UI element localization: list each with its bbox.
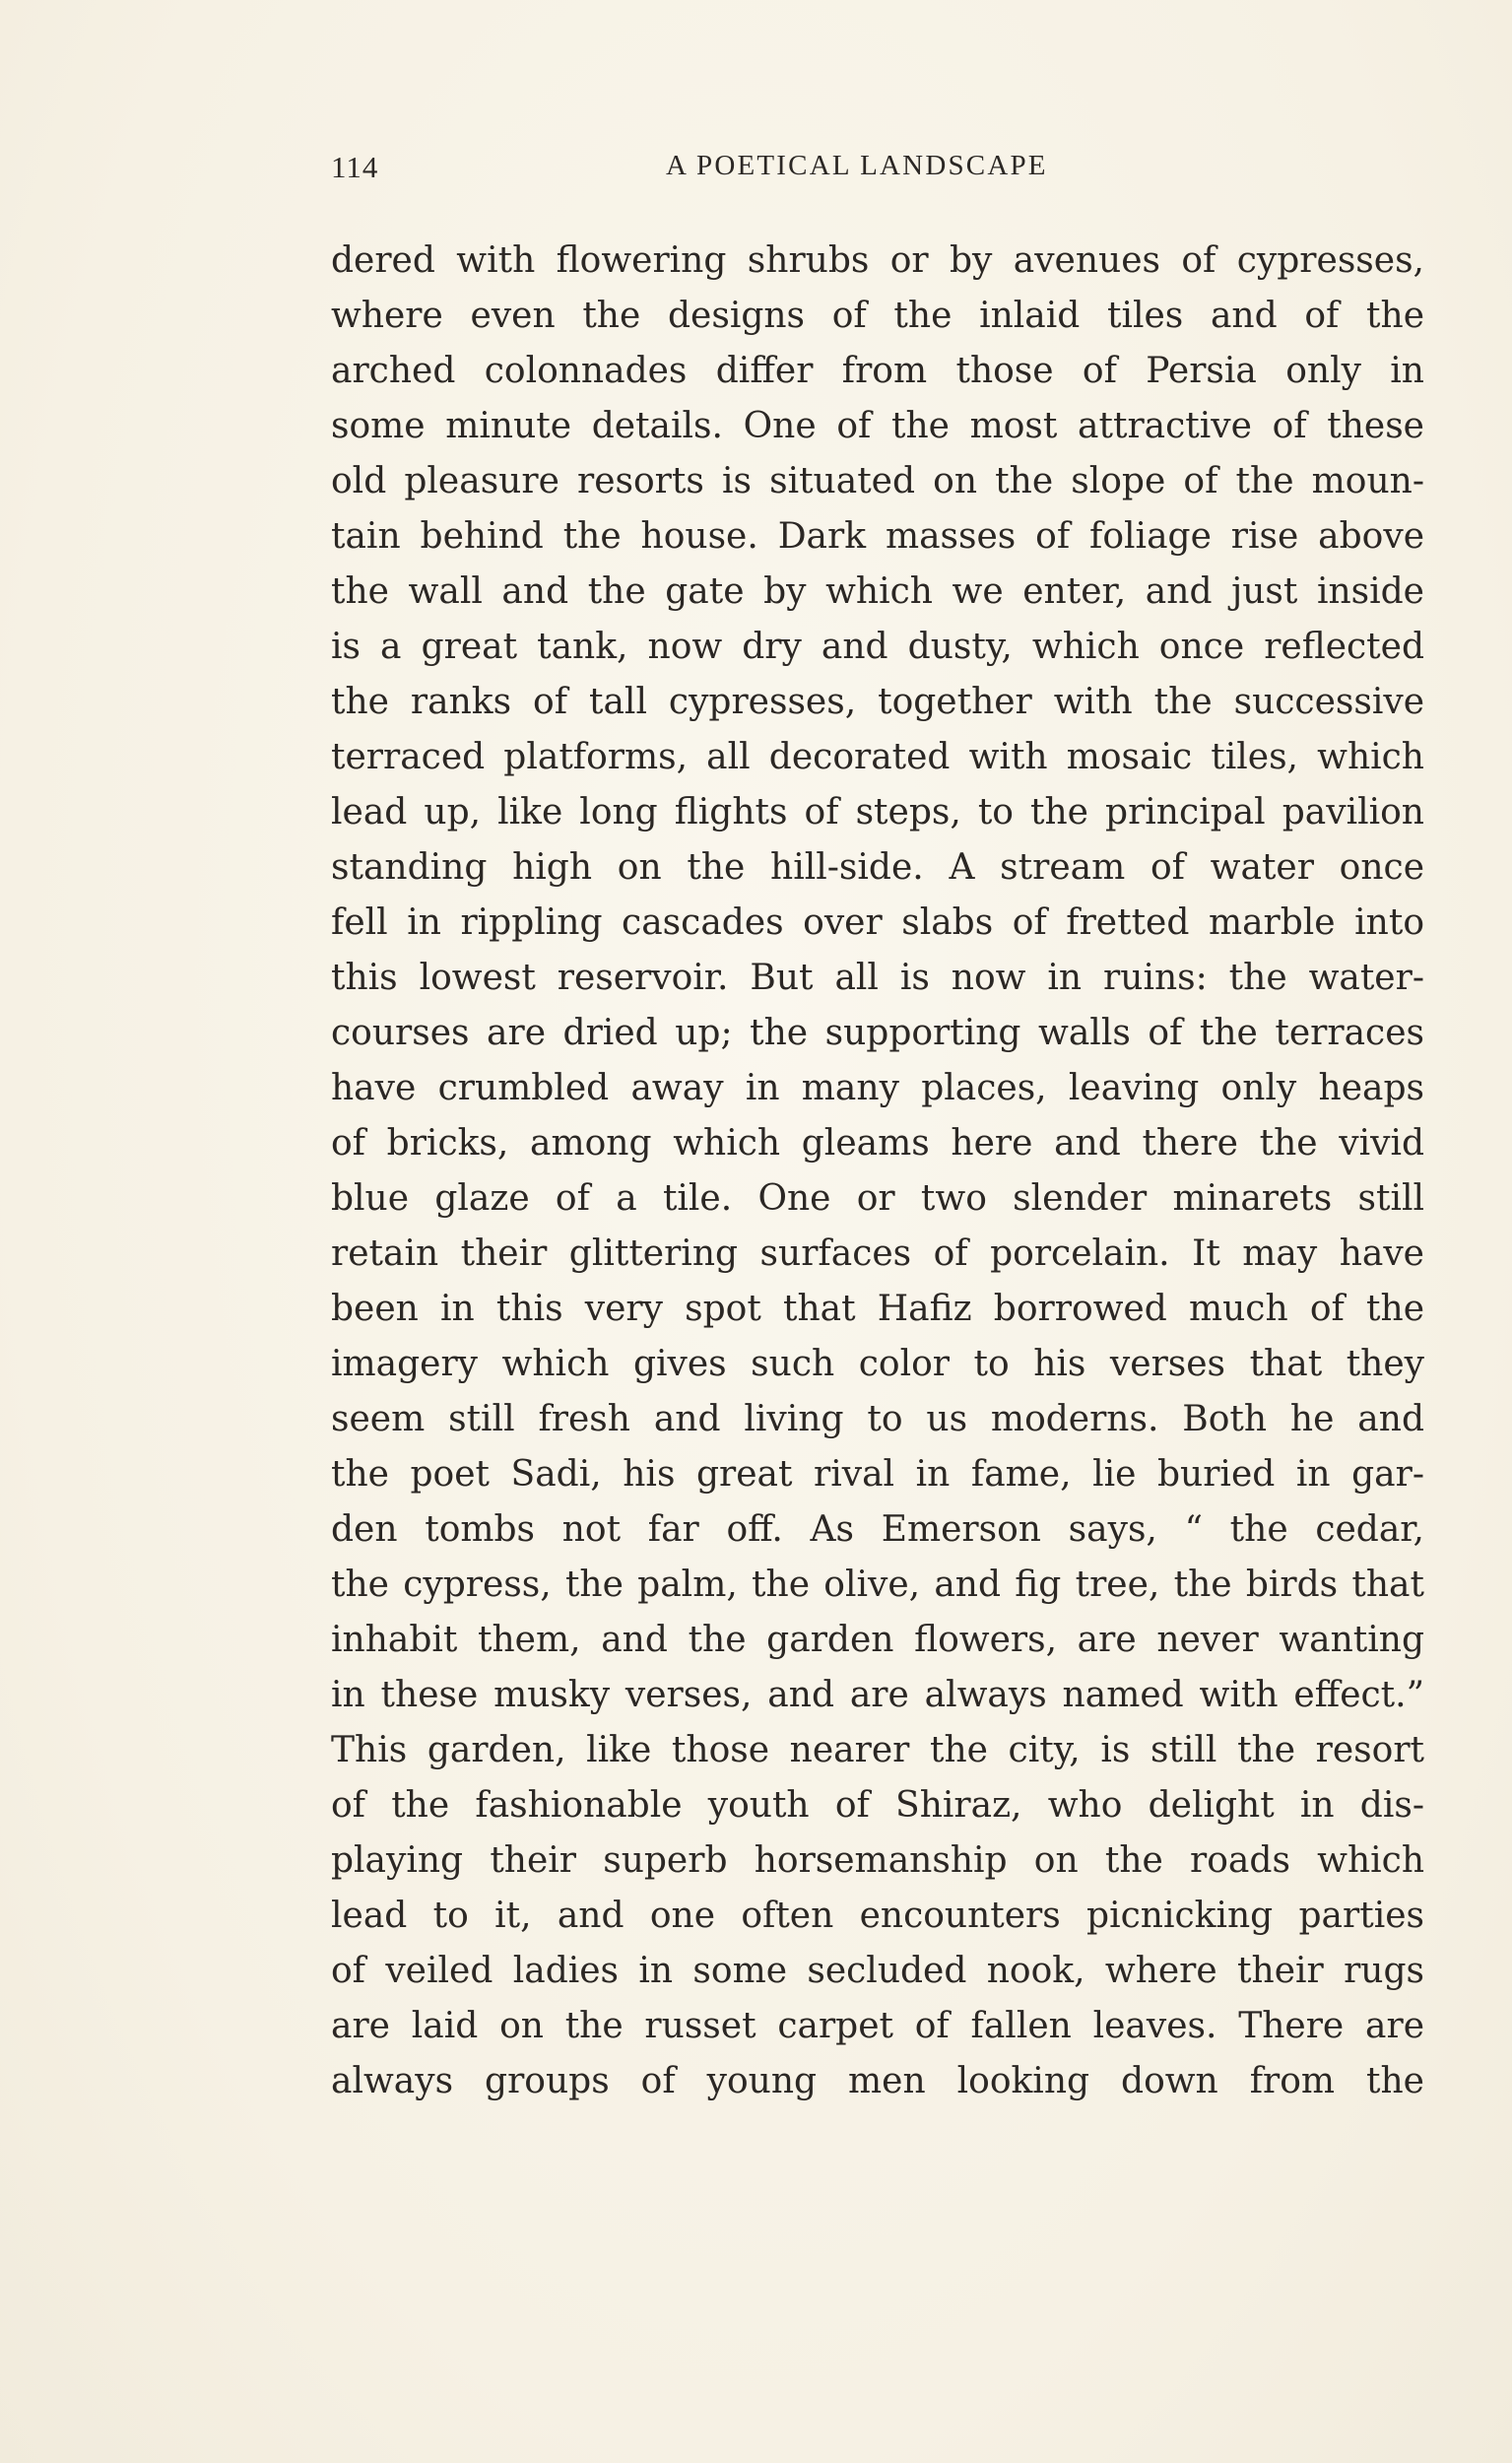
text-line: the cypress, the palm, the olive, and fig tree, the birds that xyxy=(331,1564,1424,1605)
text-line: This garden, like those nearer the city, is still the resort xyxy=(331,1730,1424,1770)
text-line: arched colonnades differ from those of Persia only in xyxy=(331,351,1424,391)
text-line: lead up, like long flights of steps, to the principal pavilion xyxy=(331,792,1424,832)
text-line: imagery which gives such color to his verses that they xyxy=(331,1344,1424,1384)
text-line: inhabit them, and the garden flowers, are never wanting xyxy=(331,1620,1424,1660)
text-line: seem still fresh and living to us moderns. Both he and xyxy=(331,1399,1424,1439)
text-line: some minute details. One of the most attractive of these xyxy=(331,406,1424,446)
text-line: where even the designs of the inlaid tiles and of the xyxy=(331,296,1424,336)
text-line: in these musky verses, and are always named with effect.” xyxy=(331,1675,1424,1715)
text-line: of veiled ladies in some secluded nook, where their rugs xyxy=(331,1951,1424,1991)
text-line: of bricks, among which gleams here and there the vivid xyxy=(331,1123,1424,1164)
text-line: the wall and the gate by which we enter, and just inside xyxy=(331,571,1424,612)
text-line: of the fashionable youth of Shiraz, who delight in dis- xyxy=(331,1785,1424,1826)
text-line: fell in rippling cascades over slabs of fretted marble into xyxy=(331,902,1424,943)
text-line: always groups of young men looking down from the xyxy=(331,2061,1424,2101)
text-line: standing high on the hill-side. A stream of water once xyxy=(331,847,1424,888)
text-line: lead to it, and one often encounters picnicking parties xyxy=(331,1896,1424,1936)
text-line: retain their glittering surfaces of porcelain. It may have xyxy=(331,1233,1424,1274)
text-line: the poet Sadi, his great rival in fame, lie buried in gar- xyxy=(331,1454,1424,1495)
text-line: been in this very spot that Hafiz borrowed much of the xyxy=(331,1289,1424,1329)
text-line: this lowest reservoir. But all is now in ruins: the water- xyxy=(331,958,1424,998)
running-title: A POETICAL LANDSCAPE xyxy=(666,150,1048,181)
page-number: 114 xyxy=(331,150,379,184)
text-line: blue glaze of a tile. One or two slender minarets still xyxy=(331,1178,1424,1219)
text-line: playing their superb horsemanship on the roads which xyxy=(331,1840,1424,1881)
text-line: terraced platforms, all decorated with mosaic tiles, which xyxy=(331,737,1424,777)
text-line: tain behind the house. Dark masses of foliage rise above xyxy=(331,516,1424,557)
text-line: the ranks of tall cypresses, together with the successive xyxy=(331,682,1424,722)
body-text xyxy=(331,233,1424,2109)
text-line: dered with flowering shrubs or by avenues of cypresses, xyxy=(331,240,1424,281)
running-head xyxy=(331,150,1424,191)
text-line: den tombs not far off. As Emerson says, “ the cedar, xyxy=(331,1509,1424,1550)
text-line: are laid on the russet carpet of fallen leaves. There are xyxy=(331,2006,1424,2046)
text-line: old pleasure resorts is situated on the slope of the moun- xyxy=(331,461,1424,501)
text-line: have crumbled away in many places, leaving only heaps xyxy=(331,1068,1424,1108)
text-line: courses are dried up; the supporting walls of the terraces xyxy=(331,1013,1424,1053)
text-line: is a great tank, now dry and dusty, which once reflected xyxy=(331,627,1424,667)
